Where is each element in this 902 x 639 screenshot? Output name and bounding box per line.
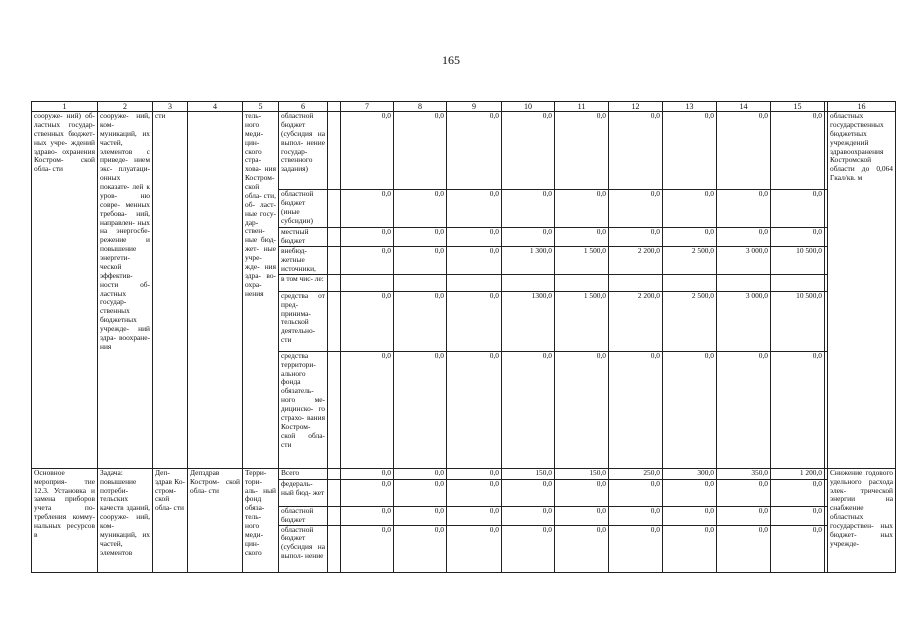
value-cell: 0,0 bbox=[717, 479, 771, 506]
value-cell bbox=[502, 274, 555, 291]
value-cell: 0,0 bbox=[502, 479, 555, 506]
value-cell: 0,0 bbox=[609, 525, 663, 572]
value-cell: 0,0 bbox=[555, 506, 609, 525]
value-cell: 0,0 bbox=[771, 190, 825, 228]
value-cell: 0,0 bbox=[502, 228, 555, 247]
value-cell: 0,0 bbox=[555, 351, 609, 468]
value-cell bbox=[555, 274, 609, 291]
value-cell bbox=[341, 274, 394, 291]
value-cell: 0,0 bbox=[717, 190, 771, 228]
header-cell: 12 bbox=[609, 102, 663, 112]
value-cell: 0,0 bbox=[663, 228, 717, 247]
value-cell: 0,0 bbox=[717, 351, 771, 468]
value-cell: 250,0 bbox=[609, 468, 663, 479]
value-cell bbox=[394, 274, 447, 291]
value-cell: 0,0 bbox=[502, 506, 555, 525]
blank-cell bbox=[328, 525, 341, 572]
value-cell bbox=[663, 274, 717, 291]
header-cell: 9 bbox=[447, 102, 502, 112]
header-cell: 11 bbox=[555, 102, 609, 112]
blank-cell bbox=[825, 525, 828, 572]
value-cell: 0,0 bbox=[341, 112, 394, 190]
header-cell: 15 bbox=[771, 102, 825, 112]
value-cell: 0,0 bbox=[609, 479, 663, 506]
funding-source-cell: в том чис- ле: bbox=[279, 274, 328, 291]
value-cell: 0,0 bbox=[502, 351, 555, 468]
value-cell: 10 500,0 bbox=[771, 246, 825, 274]
value-cell: 300,0 bbox=[663, 468, 717, 479]
value-cell bbox=[609, 274, 663, 291]
value-cell: 0,0 bbox=[663, 351, 717, 468]
executor-cell: сти bbox=[153, 112, 188, 469]
value-cell: 0,0 bbox=[609, 190, 663, 228]
funding-source-cell: Всего bbox=[279, 468, 328, 479]
value-cell: 1300,0 bbox=[502, 291, 555, 351]
value-cell: 0,0 bbox=[341, 246, 394, 274]
value-cell: 0,0 bbox=[609, 112, 663, 190]
value-cell: 0,0 bbox=[717, 506, 771, 525]
value-cell: 150,0 bbox=[555, 468, 609, 479]
value-cell: 0,0 bbox=[341, 468, 394, 479]
executor-cell: Деп- здрав Ко- стром- ской обла- сти bbox=[153, 468, 188, 572]
value-cell: 0,0 bbox=[447, 246, 502, 274]
value-cell: 0,0 bbox=[447, 479, 502, 506]
value-cell: 0,0 bbox=[609, 228, 663, 247]
value-cell: 1 200,0 bbox=[771, 468, 825, 479]
coexecutor-cell bbox=[188, 112, 243, 469]
value-cell: 0,0 bbox=[663, 479, 717, 506]
header-cell: 4 bbox=[188, 102, 243, 112]
blank-cell bbox=[825, 274, 828, 291]
header-cell: 2 bbox=[98, 102, 153, 112]
value-cell: 0,0 bbox=[609, 351, 663, 468]
value-cell: 0,0 bbox=[609, 506, 663, 525]
header-cell: 14 bbox=[717, 102, 771, 112]
funding-source-cell: местный бюджет bbox=[279, 228, 328, 247]
funding-source-cell: областной бюджет (субсидия на выпол- нение bbox=[279, 525, 328, 572]
value-cell: 0,0 bbox=[394, 190, 447, 228]
value-cell: 0,0 bbox=[394, 506, 447, 525]
value-cell: 1 500,0 bbox=[555, 291, 609, 351]
participant-cell: тель- ного меди- цин- ского стра- хова- ния Костром- ской обла- сти, об- ласт- ные госу- дар- ствен- ные бюд- жет- ные учре- жде- ния здра- во- охра- нения bbox=[243, 112, 279, 469]
value-cell: 0,0 bbox=[555, 190, 609, 228]
participant-cell: Терри- тори- аль- ный фонд обяза- тель- ного меди- цин- ского bbox=[243, 468, 279, 572]
blank-cell bbox=[328, 468, 341, 479]
value-cell: 0,0 bbox=[771, 525, 825, 572]
value-cell: 0,0 bbox=[555, 479, 609, 506]
value-cell: 0,0 bbox=[502, 190, 555, 228]
value-cell: 0,0 bbox=[394, 112, 447, 190]
header-cell: 16 bbox=[828, 102, 896, 112]
header-cell: 6 bbox=[279, 102, 328, 112]
value-cell: 0,0 bbox=[341, 228, 394, 247]
value-cell: 0,0 bbox=[341, 291, 394, 351]
value-cell: 2 500,0 bbox=[663, 246, 717, 274]
header-cell: 1 bbox=[32, 102, 98, 112]
blank-cell bbox=[825, 506, 828, 525]
header-cell: 5 bbox=[243, 102, 279, 112]
value-cell bbox=[717, 274, 771, 291]
value-cell: 0,0 bbox=[502, 112, 555, 190]
value-cell: 2 200,0 bbox=[609, 246, 663, 274]
header-cell: 7 bbox=[341, 102, 394, 112]
value-cell: 0,0 bbox=[771, 112, 825, 190]
value-cell: 0,0 bbox=[447, 228, 502, 247]
value-cell: 0,0 bbox=[663, 190, 717, 228]
value-cell: 0,0 bbox=[394, 351, 447, 468]
value-cell: 0,0 bbox=[447, 468, 502, 479]
expected-result-cell: Снижение годового удельного расхода элек- трической энергии на снабжение областных государствен- ных бюджет- ных учрежде- bbox=[828, 468, 896, 572]
blank-cell bbox=[825, 190, 828, 228]
blank-cell bbox=[328, 291, 341, 351]
blank-cell bbox=[328, 190, 341, 228]
value-cell: 1 500,0 bbox=[555, 246, 609, 274]
value-cell: 0,0 bbox=[394, 246, 447, 274]
blank-cell bbox=[825, 246, 828, 274]
funding-source-cell: областной бюджет (субсидия на выпол- нение государ- ственного задания) bbox=[279, 112, 328, 190]
value-cell: 0,0 bbox=[771, 506, 825, 525]
blank-cell bbox=[825, 479, 828, 506]
value-cell: 0,0 bbox=[555, 525, 609, 572]
value-cell: 150,0 bbox=[502, 468, 555, 479]
funding-source-cell: областной бюджет bbox=[279, 506, 328, 525]
blank-cell bbox=[328, 351, 341, 468]
measure-name-cell: сооруже- ний) об- ластных государ- ственных бюджет- ных учре- ждений здраво- охранения Костром- ской обла- сти bbox=[32, 112, 98, 469]
value-cell: 3 000,0 bbox=[717, 246, 771, 274]
header-blank-cell bbox=[328, 102, 341, 112]
value-cell: 0,0 bbox=[447, 190, 502, 228]
coexecutor-cell: Депздрав Костром- ской обла- сти bbox=[188, 468, 243, 572]
blank-cell bbox=[328, 246, 341, 274]
value-cell: 0,0 bbox=[447, 291, 502, 351]
value-cell: 0,0 bbox=[394, 525, 447, 572]
value-cell: 0,0 bbox=[771, 228, 825, 247]
funding-source-cell: внебюд- жетные источники, bbox=[279, 246, 328, 274]
blank-cell bbox=[825, 291, 828, 351]
blank-cell bbox=[328, 274, 341, 291]
blank-cell bbox=[328, 479, 341, 506]
value-cell bbox=[771, 274, 825, 291]
value-cell: 0,0 bbox=[555, 228, 609, 247]
value-cell: 10 500,0 bbox=[771, 291, 825, 351]
header-cell: 13 bbox=[663, 102, 717, 112]
value-cell: 0,0 bbox=[394, 291, 447, 351]
value-cell: 0,0 bbox=[663, 112, 717, 190]
funding-source-cell: федераль- ный бюд- жет bbox=[279, 479, 328, 506]
blank-cell bbox=[328, 506, 341, 525]
value-cell: 0,0 bbox=[447, 112, 502, 190]
funding-source-cell: средства территори- ального фонда обязатель- ного ме- дицинско- го страхо- вания Костром- ской обла- сти bbox=[279, 351, 328, 468]
page-number: 165 bbox=[442, 53, 460, 67]
value-cell: 0,0 bbox=[771, 351, 825, 468]
funding-source-cell: областной бюджет (иные субсидии) bbox=[279, 190, 328, 228]
table-row bbox=[32, 468, 896, 479]
blank-cell bbox=[825, 228, 828, 247]
value-cell: 3 000,0 bbox=[717, 291, 771, 351]
blank-cell bbox=[328, 228, 341, 247]
value-cell: 1 300,0 bbox=[502, 246, 555, 274]
value-cell: 0,0 bbox=[394, 228, 447, 247]
value-cell: 0,0 bbox=[394, 468, 447, 479]
blank-cell bbox=[328, 112, 341, 190]
value-cell: 0,0 bbox=[502, 525, 555, 572]
value-cell: 0,0 bbox=[394, 479, 447, 506]
header-cell: 3 bbox=[153, 102, 188, 112]
value-cell: 2 200,0 bbox=[609, 291, 663, 351]
blank-cell bbox=[825, 351, 828, 468]
value-cell: 0,0 bbox=[663, 506, 717, 525]
value-cell: 0,0 bbox=[341, 351, 394, 468]
measure-name-cell: Основное мероприя- тие 12.3. Установка и замена приборов учета по- требления комму- нальных ресурсов в bbox=[32, 468, 98, 572]
value-cell: 2 500,0 bbox=[663, 291, 717, 351]
value-cell: 0,0 bbox=[341, 506, 394, 525]
value-cell: 0,0 bbox=[717, 525, 771, 572]
header-cell: 10 bbox=[502, 102, 555, 112]
value-cell: 0,0 bbox=[341, 190, 394, 228]
value-cell: 0,0 bbox=[447, 351, 502, 468]
value-cell: 0,0 bbox=[555, 112, 609, 190]
value-cell: 0,0 bbox=[341, 479, 394, 506]
budget-table bbox=[31, 101, 896, 573]
value-cell: 0,0 bbox=[663, 525, 717, 572]
value-cell bbox=[447, 274, 502, 291]
expected-result-cell: областных государственных бюджетных учреждений здравоохранения Костромской области до 0,064 Гкал/кв. м bbox=[828, 112, 896, 469]
value-cell: 0,0 bbox=[341, 525, 394, 572]
task-description-cell: Задача: повышение потреби- тельских качеств зданий, сооруже- ний, ком- муникаций, их частей, элементов bbox=[98, 468, 153, 572]
funding-source-cell: средства от пред- принима- тельской деятельно- сти bbox=[279, 291, 328, 351]
header-cell: 8 bbox=[394, 102, 447, 112]
value-cell: 350,0 bbox=[717, 468, 771, 479]
value-cell: 0,0 bbox=[717, 228, 771, 247]
header-row bbox=[32, 102, 896, 112]
value-cell: 0,0 bbox=[717, 112, 771, 190]
table-row bbox=[32, 112, 896, 190]
value-cell: 0,0 bbox=[447, 525, 502, 572]
value-cell: 0,0 bbox=[447, 506, 502, 525]
value-cell: 0,0 bbox=[771, 479, 825, 506]
task-description-cell: сооруже- ний, ком- муникаций, их частей, элементов с приведе- нием экс- плуатаци- онных показате- лей к уров- ню совре- менных требова- ний, направлен- ных на энергосбе- режение и повышение энергети- ческой эффектив- ности об- ластных государ- ственных бюджетных учрежде- ний здра- воохране- ния bbox=[98, 112, 153, 469]
